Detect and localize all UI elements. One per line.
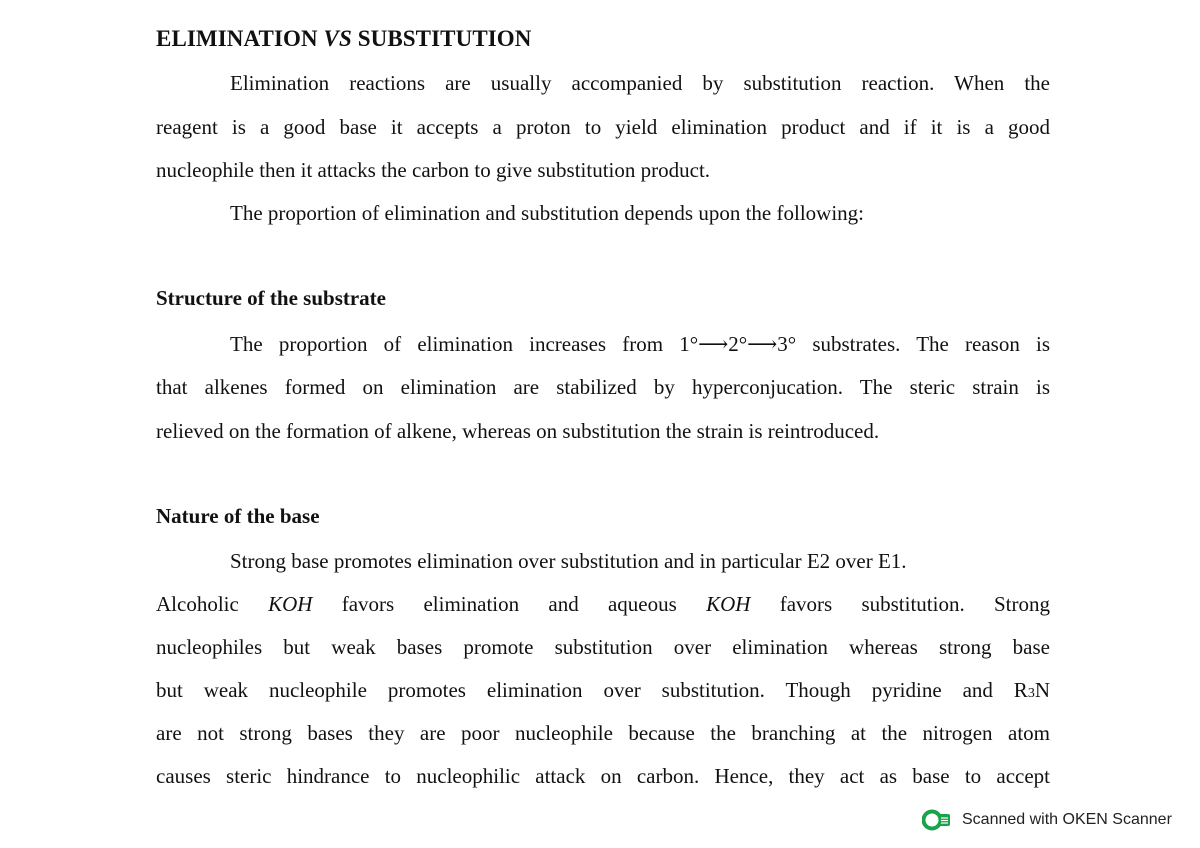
- title-part2: SUBSTITUTION: [351, 26, 532, 51]
- substrate-line-3: relieved on the formation of alkene, whereas on substitution the strain is reintroduced.: [156, 419, 880, 443]
- intro-line-4: The proportion of elimination and substitution depends upon the following:: [230, 201, 864, 225]
- section-heading-base: Nature of the base: [156, 504, 320, 528]
- koh-formula-2: KOH: [706, 592, 751, 616]
- base-line-4-b: N: [1034, 678, 1050, 702]
- section-heading-substrate: Structure of the substrate: [156, 286, 386, 310]
- base-line-2-a: Alcoholic: [156, 592, 269, 616]
- base-line-1: Strong base promotes elimination over substitution and in particular E2 over E1.: [230, 549, 907, 573]
- base-line-2: [156, 591, 1050, 617]
- substrate-line-2: that alkenes formed on elimination are stabilized by hyperconjucation. The steric strain is: [156, 375, 1050, 399]
- base-line-4-a: but weak nucleophile promotes elimination over substitution. Though pyridine and R: [156, 678, 1028, 702]
- koh-formula-1: KOH: [268, 592, 313, 616]
- intro-line-1: Elimination reactions are usually accompanied by substitution reaction. When the: [230, 71, 1050, 95]
- watermark-text: Scanned with OKEN Scanner: [962, 811, 1172, 828]
- page-title: [156, 26, 532, 52]
- intro-line-3: nucleophile then it attacks the carbon to give substitution product.: [156, 158, 711, 182]
- substrate-line-1: The proportion of elimination increases from 1°⟶2°⟶3° substrates. The reason is: [230, 332, 1050, 356]
- oken-scanner-logo-icon: [922, 808, 952, 832]
- intro-line-2: reagent is a good base it accepts a proton to yield elimination product and if it is a good: [156, 115, 1050, 139]
- r3n-subscript: 3: [1027, 686, 1035, 701]
- title-part1: ELIMINATION: [156, 26, 324, 51]
- scanner-watermark: [922, 808, 1172, 832]
- base-line-2-b: favors elimination and aqueous: [312, 592, 707, 616]
- title-vs: VS: [323, 26, 352, 51]
- base-line-2-c: favors substitution. Strong: [750, 592, 1050, 616]
- base-line-6: causes steric hindrance to nucleophilic attack on carbon. Hence, they act as base to accept: [156, 764, 1050, 788]
- base-line-4: [156, 677, 1050, 707]
- base-line-5: are not strong bases they are poor nucleophile because the branching at the nitrogen atom: [156, 721, 1050, 745]
- base-line-3: nucleophiles but weak bases promote substitution over elimination whereas strong base: [156, 635, 1050, 659]
